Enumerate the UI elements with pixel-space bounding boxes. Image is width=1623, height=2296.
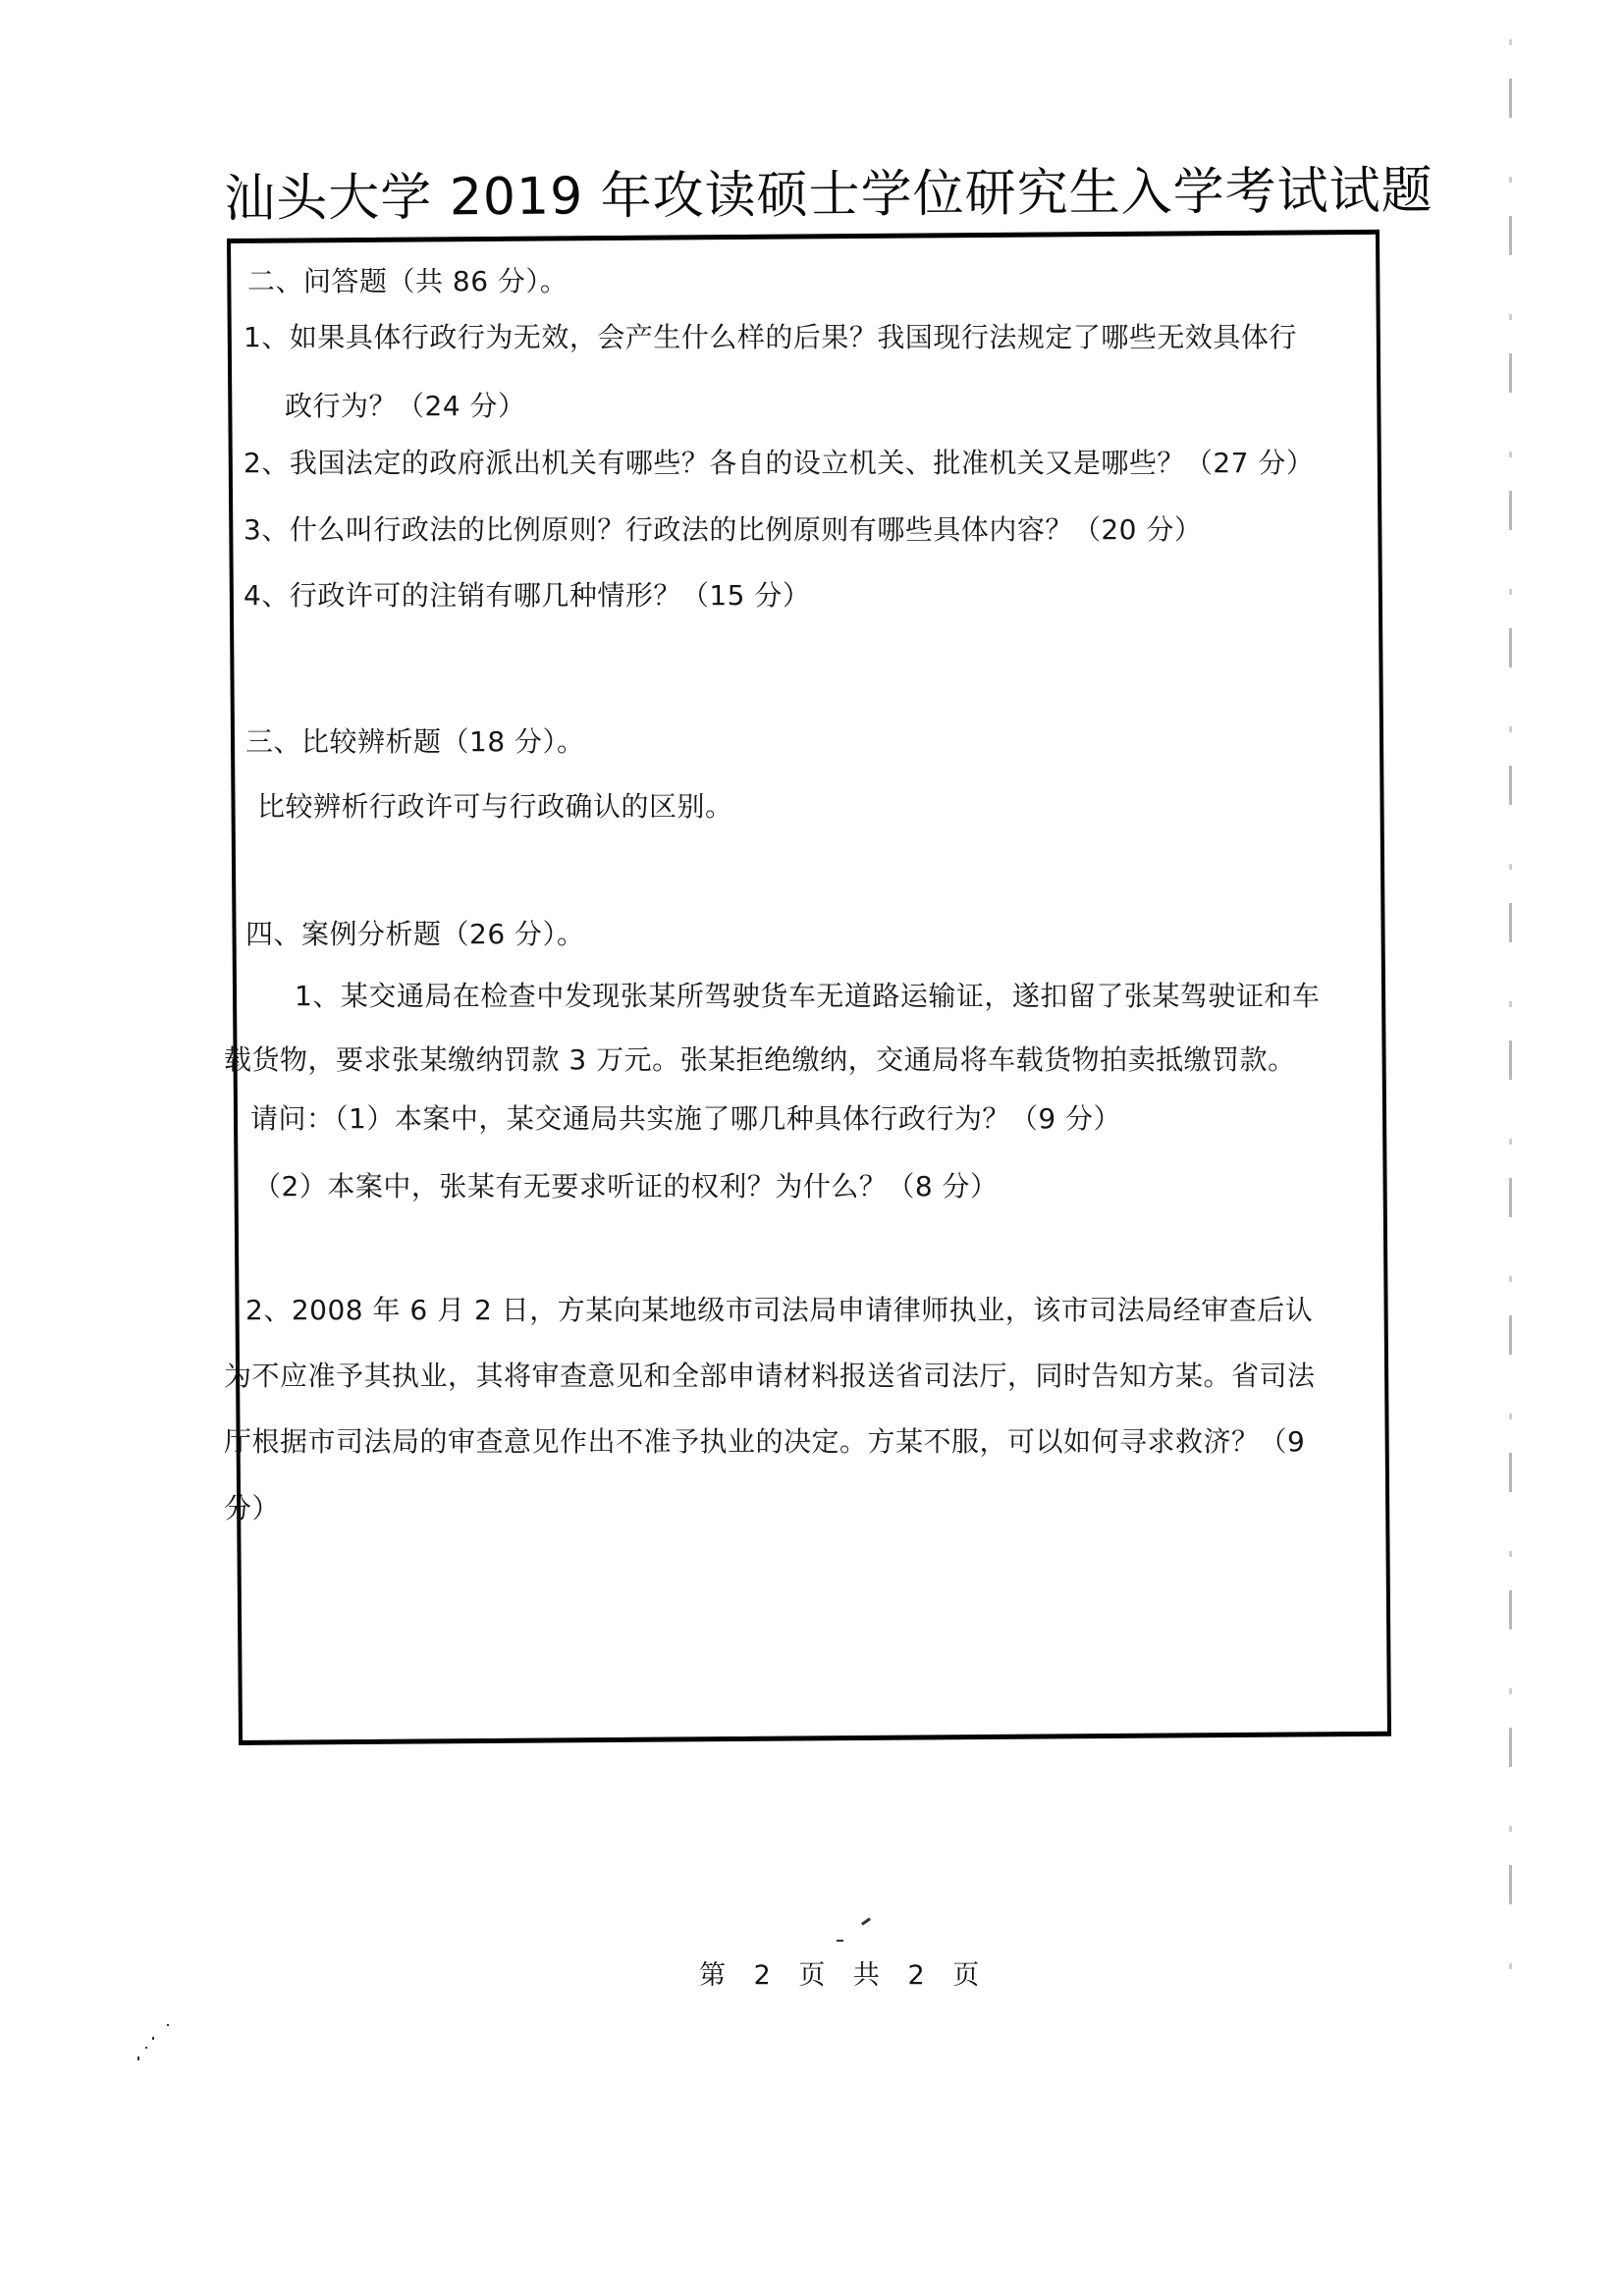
case-2-line-3: 厅根据市司法局的审查意见作出不准予执业的决定。方某不服，可以如何寻求救济？（9 xyxy=(224,1425,1306,1458)
scan-speck xyxy=(837,1940,843,1942)
case-1-line-2: 载货物，要求张某缴纳罚款 3 万元。张某拒绝缴纳，交通局将车载货物拍卖抵缴罚款。 xyxy=(224,1043,1296,1076)
scan-edge-marks xyxy=(1509,39,1512,2002)
question-2: 2、我国法定的政府派出机关有哪些？各自的设立机关、批准机关又是哪些？（27 分） xyxy=(243,447,1315,479)
question-4: 4、行政许可的注销有哪几种情形？（15 分） xyxy=(243,579,811,612)
section-heading-qa: 二、问答题（共 86 分）。 xyxy=(247,265,568,297)
scan-speck xyxy=(145,2047,147,2049)
section-heading-compare: 三、比较辨析题（18 分）。 xyxy=(245,725,585,758)
case-2-line-4: 分） xyxy=(224,1492,281,1524)
scan-speck xyxy=(137,2056,139,2060)
compare-question: 比较辨析行政许可与行政确认的区别。 xyxy=(257,790,733,823)
question-1-line-1: 1、如果具体行政行为无效，会产生什么样的后果？我国现行法规定了哪些无效具体行 xyxy=(243,321,1297,353)
question-1-line-2: 政行为？（24 分） xyxy=(285,390,526,422)
case-2-line-2: 为不应准予其执业，其将审查意见和全部申请材料报送省司法厅，同时告知方某。省司法 xyxy=(224,1360,1316,1392)
case-2-line-1: 2、2008 年 6 月 2 日，方某向某地级市司法局申请律师执业，该市司法局经审查后认 xyxy=(245,1294,1314,1326)
page-number: 第 2 页 共 2 页 xyxy=(699,1960,990,1991)
question-3: 3、什么叫行政法的比例原则？行政法的比例原则有哪些具体内容？（20 分） xyxy=(243,513,1203,546)
scan-speck xyxy=(152,2037,154,2040)
scan-speck xyxy=(167,2024,169,2026)
scan-speck xyxy=(861,1917,871,1925)
section-heading-case: 四、案例分析题（26 分）。 xyxy=(245,918,585,950)
case-1-question-2: （2）本案中，张某有无要求听证的权利？为什么？（8 分） xyxy=(253,1170,999,1202)
exam-title: 汕头大学 2019 年攻读硕士学位研究生入学考试试题 xyxy=(224,161,1434,229)
case-1-line-1: 1、某交通局在检查中发现张某所驾驶货车无道路运输证，遂扣留了张某驾驶证和车 xyxy=(295,980,1321,1012)
case-1-question-1: 请问：（1）本案中，某交通局共实施了哪几种具体行政行为？（9 分） xyxy=(250,1102,1122,1135)
